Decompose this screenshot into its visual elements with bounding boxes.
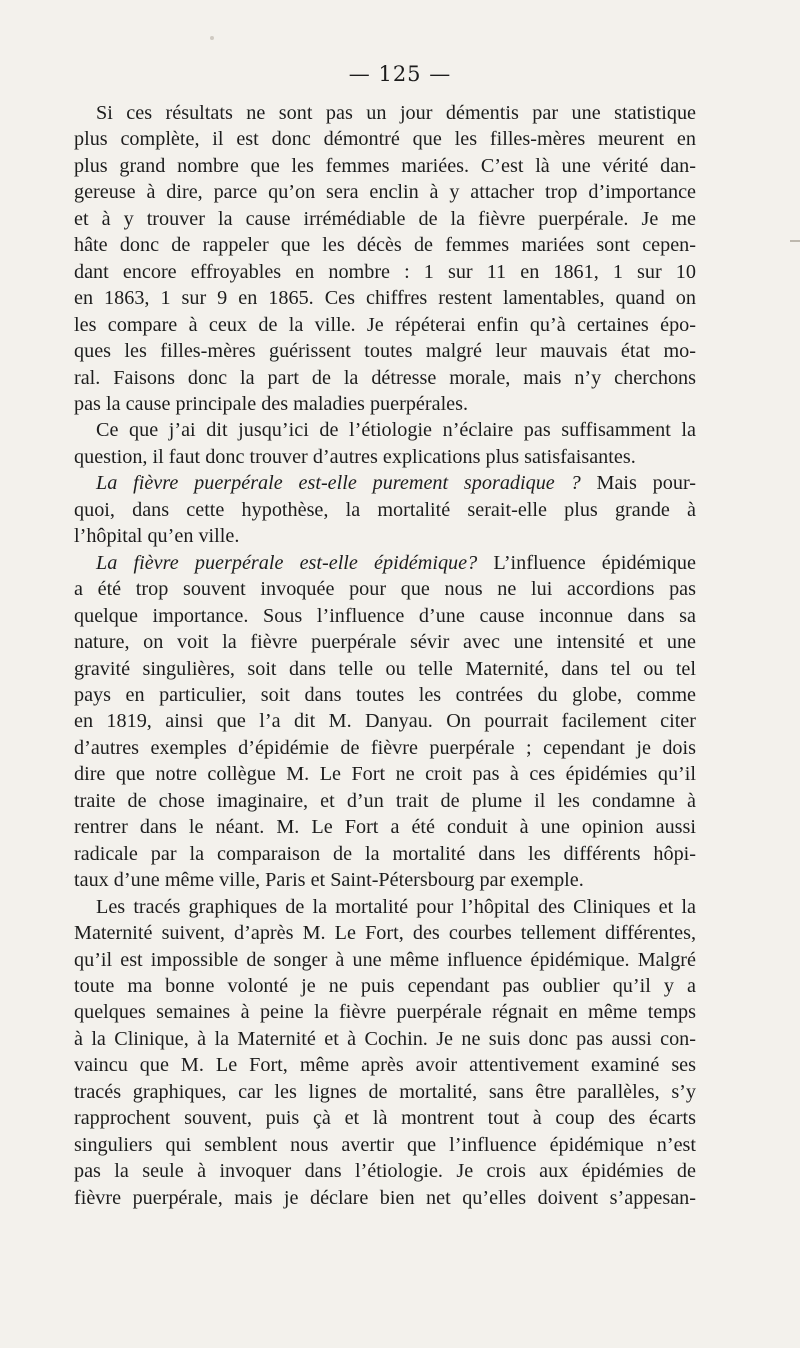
- text-line: à la Clinique, à la Maternité et à Cochin. Je ne suis donc pas aussi con-: [74, 1027, 696, 1050]
- text-line: les compare à ceux de la ville. Je répéterai enfin qu’à certaines épo-: [74, 313, 696, 336]
- text-line: quoi, dans cette hypothèse, la mortalité serait-elle plus grande à: [74, 498, 696, 521]
- page-number: — 125 —: [348, 62, 452, 86]
- text-line: [74, 470, 696, 496]
- text-segment: L’influence épidémique: [477, 551, 696, 574]
- text-line: Si ces résultats ne sont pas un jour démentis par une statistique: [96, 102, 696, 124]
- text-line: pas la seule à invoquer dans l’étiologie. Je crois aux épidémies de: [74, 1160, 696, 1183]
- text-line: qu’il est impossible de songer à une même influence épidémique. Malgré: [74, 948, 696, 971]
- text-line: singuliers qui semblent nous avertir que l’influence épidémique n’est: [74, 1133, 696, 1156]
- text-line: dant encore effroyables en nombre : 1 sur 11 en 1861, 1 sur 10: [74, 260, 696, 283]
- text-line: vaincu que M. Le Fort, même après avoir attentivement examiné ses: [74, 1054, 696, 1077]
- text-line: taux d’une même ville, Paris et Saint-Pétersbourg par exemple.: [74, 869, 584, 892]
- text-line: radicale par la comparaison de la mortalité dans les différents hôpi-: [74, 842, 696, 865]
- paragraph-5: [74, 894, 696, 1211]
- margin-mark: [790, 240, 800, 242]
- text-line: toute ma bonne volonté je ne puis cependant pas oublier qu’il y a: [74, 974, 696, 997]
- text-line: a été trop souvent invoquée pour que nous ne lui accordions pas: [74, 578, 696, 601]
- text-line: en 1819, ainsi que l’a dit M. Danyau. On pourrait facilement citer: [74, 710, 696, 733]
- text-segment: Mais pour-: [580, 472, 697, 495]
- text-line: ral. Faisons donc la part de la détresse morale, mais n’y cherchons: [74, 366, 696, 389]
- text-line: pays en particulier, soit dans toutes les contrées du globe, comme: [74, 683, 696, 706]
- text-line: et à y trouver la cause irrémédiable de la fièvre puerpérale. Je me: [74, 207, 696, 230]
- text-line: gereuse à dire, parce qu’on sera enclin à y attacher trop d’importance: [74, 181, 696, 204]
- text-line: [74, 550, 696, 576]
- paragraph-2: [74, 417, 696, 470]
- text-line: d’autres exemples d’épidémie de fièvre puerpérale ; cependant je dois: [74, 736, 696, 759]
- text-line: gravité singulières, soit dans telle ou telle Maternité, dans tel ou tel: [74, 657, 696, 680]
- paper-speck: [210, 36, 214, 40]
- text-line: rentrer dans le néant. M. Le Fort a été conduit à une opinion aussi: [74, 816, 696, 839]
- text-line: dire que notre collègue M. Le Fort ne croit pas à ces épidémies qu’il: [74, 763, 696, 786]
- body-text: [74, 100, 696, 1211]
- text-line: quelque importance. Sous l’influence d’une cause inconnue dans sa: [74, 604, 696, 627]
- text-line: plus complète, il est donc démontré que les filles-mères meurent en: [74, 128, 696, 151]
- text-line: rapprochent souvent, puis çà et là montrent tout à coup des écarts: [74, 1107, 696, 1130]
- italic-question: La fièvre puerpérale est-elle purement sporadique ?: [96, 472, 581, 495]
- text-line: Les tracés graphiques de la mortalité pour l’hôpital des Cliniques et la: [96, 895, 696, 918]
- text-line: fièvre puerpérale, mais je déclare bien net qu’elles doivent s’appesan-: [74, 1186, 696, 1209]
- italic-question: La fièvre puerpérale est-elle épidémique?: [96, 551, 478, 574]
- text-line: Maternité suivent, d’après M. Le Fort, des courbes tellement différentes,: [74, 922, 696, 945]
- text-line: en 1863, 1 sur 9 en 1865. Ces chiffres restent lamentables, quand on: [74, 287, 696, 310]
- text-line: traite de chose imaginaire, et d’un trait de plume il les condamne à: [74, 789, 696, 812]
- text-line: Ce que j’ai dit jusqu’ici de l’étiologie n’éclaire pas suffisamment la: [96, 419, 696, 442]
- text-line: quelques semaines à peine la fièvre puerpérale régnait en même temps: [74, 1001, 696, 1024]
- text-line: l’hôpital qu’en ville.: [74, 525, 240, 548]
- text-line: nature, on voit la fièvre puerpérale sévir avec une intensité et une: [74, 631, 696, 654]
- text-line: pas la cause principale des maladies puerpérales.: [74, 392, 469, 415]
- text-line: ques les filles-mères guérissent toutes malgré leur mauvais état mo-: [74, 340, 696, 363]
- text-line: hâte donc de rappeler que les décès de femmes mariées sont cepen-: [74, 234, 696, 257]
- text-line: tracés graphiques, car les lignes de mortalité, sans être parallèles, s’y: [74, 1080, 696, 1103]
- paragraph-1: [74, 100, 696, 417]
- text-line: question, il faut donc trouver d’autres explications plus satisfaisantes.: [74, 445, 636, 468]
- text-line: plus grand nombre que les femmes mariées. C’est là une vérité dan-: [74, 154, 696, 177]
- paragraph-4: [74, 550, 696, 894]
- paragraph-3: [74, 470, 696, 549]
